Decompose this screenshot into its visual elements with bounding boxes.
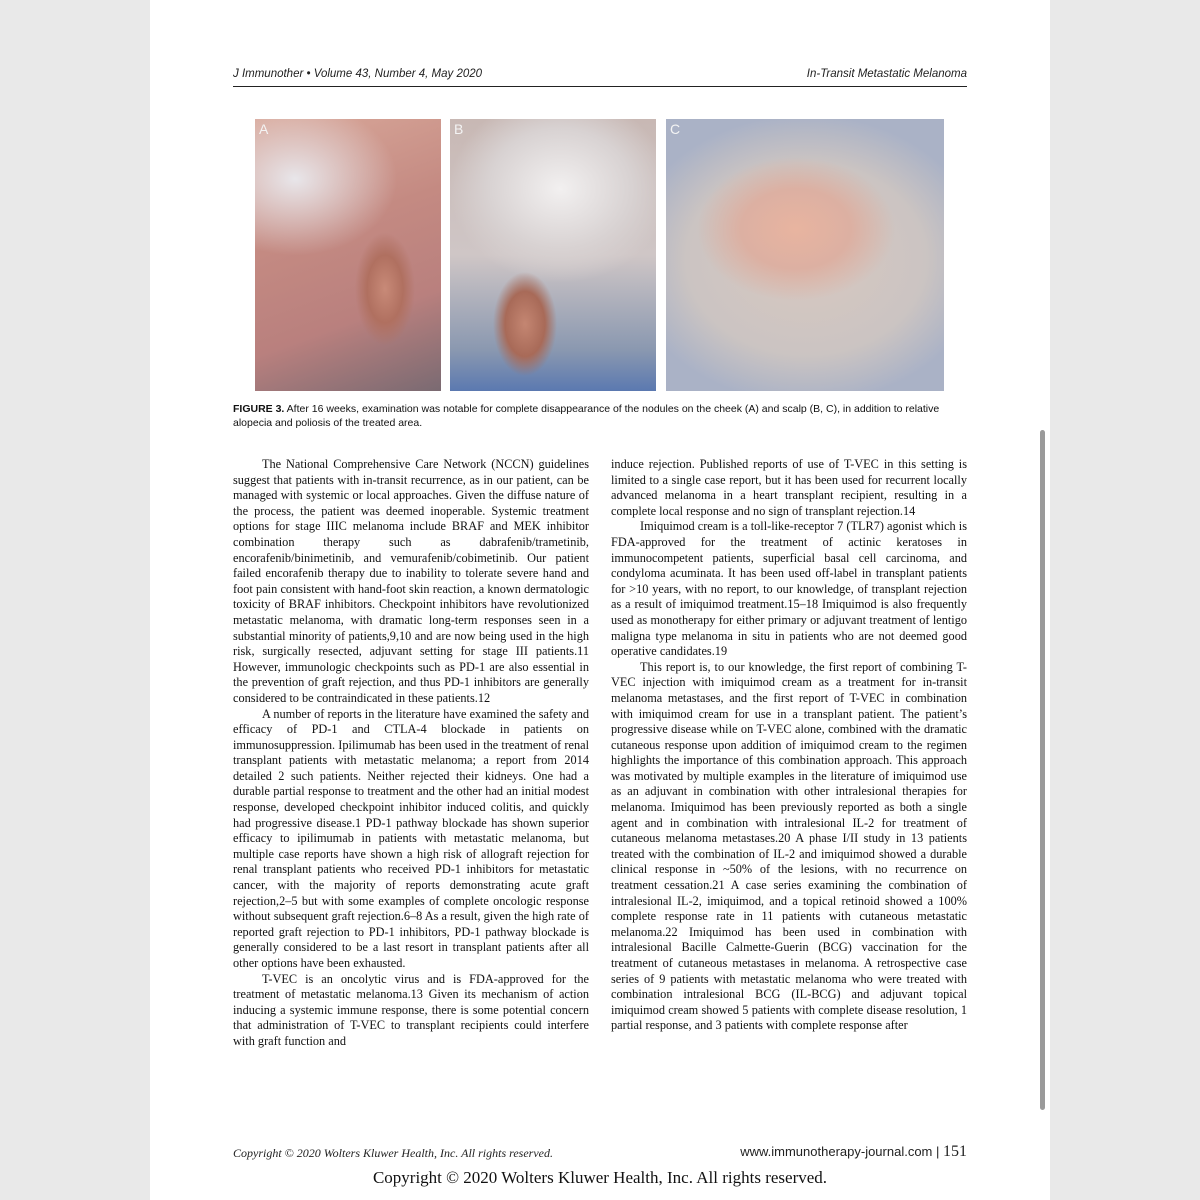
paragraph: induce rejection. Published reports of use of T-VEC in this setting is limited to a single case report, but it has been used for recurrent locally advanced melanoma in a heart transplant recipient, resulting in a complete local response and no sign of transplant rejection.14 [611,457,967,518]
panel-label-c: C [670,121,681,137]
body-column-left [233,457,589,1050]
panel-label-a: A [259,121,269,137]
page-footer [233,1143,967,1163]
figure-panel-b-photo [450,119,656,391]
journal-citation: J Immunother • Volume 43, Number 4, May 2020 [233,68,483,80]
vertical-scrollbar[interactable] [1036,0,1050,1200]
footer-separator: | [932,1144,943,1159]
article-short-title: In-Transit Metastatic Melanoma [806,68,967,80]
figure-panel-a-photo [255,119,441,391]
copyright-notice: Copyright © 2020 Wolters Kluwer Health, Inc. All rights reserved. [372,1168,828,1187]
page-number: 151 [943,1143,967,1160]
paragraph: T-VEC is an oncolytic virus and is FDA-approved for the treatment of metastatic melanoma.13 Given its mechanism of action inducing a systemic immune response, there is some potential concern that administration of T-VEC to transplant recipients could interfere with graft function and [233,971,589,1048]
running-head [233,66,967,87]
figure-caption-text: After 16 weeks, examination was notable for complete disappearance of the nodules on the cheek (A) and scalp (B, C), in addition to relative alopecia and poliosis of the treated area. [233,403,940,429]
paragraph: A number of reports in the literature have examined the safety and efficacy of PD-1 and CTLA-4 blockade in patients on immunosuppression. Ipilimumab has been used in the treatment of renal transplant patients with metastatic melanoma; a report from 2014 detailed 2 such patients. Neither rejected their kidneys. One had a durable partial response to treatment and the other had an initial modest response, developed checkpoint inhibitor induced colitis, and quickly had progressive disease.1 PD-1 pathway blockade has shown superior efficacy to ipilimumab in patients with metastatic melanoma, but multiple case reports have shown a high risk of allograft rejection for renal transplant patients who received PD-1 inhibitors for metastatic cancer, with the majority of reports demonstrating acute graft rejection,2–5 but with some examples of complete oncologic response without subsequent graft rejection.6–8 As a result, given the high rate of reported graft rejection to PD-1 inhibitors, PD-1 pathway blockade is generally considered to be a last resort in transplant patients after all other options have been exhausted. [233,706,589,970]
body-column-right [611,457,967,1034]
panel-label-b: B [454,121,464,137]
figure-caption [233,402,967,430]
paragraph: Imiquimod cream is a toll-like-receptor 7 (TLR7) agonist which is FDA-approved for the treatment of actinic keratoses in immunocompetent patients, superficial basal cell carcinoma, and condyloma acuminata. It has been used off-label in transplant patients for >10 years, with no report, to our knowledge, of transplant rejection as a result of imiquimod treatment.15–18 Imiquimod is also frequently used as monotherapy for either primary or adjuvant treatment of lentigo maligna type melanoma in situ in patients who are not deemed good operative candidates.19 [611,519,967,659]
figure-panel-c-photo [666,119,944,391]
journal-page [150,0,1050,1200]
paragraph: The National Comprehensive Care Network (NCCN) guidelines suggest that patients with in-transit recurrence, as in our patient, can be managed with systemic or local approaches. Given the diffuse nature of the process, the patient was deemed inoperable. Systemic treatment options for stage IIIC melanoma include BRAF and MEK inhibitor combination therapy such as dabrafenib/trametinib, encorafenib/binimetinib, and vemurafenib/cobimetinib. Our patient failed encorafenib therapy due to inability to tolerate severe hand and foot pain consistent with hand-foot skin reaction, a known dermatologic toxicity of BRAF inhibitors. Checkpoint inhibitors have revolutionized metastatic melanoma, with dramatic long-term responses seen in a substantial minority of patients,9,10 and are now being used in the high risk, surgically resected, adjuvant setting for stage III patients.11 However, immunologic checkpoints such as PD-1 are also essential in the prevention of graft rejection, and thus PD-1 inhibitors are generally considered to be contraindicated in these patients.12 [233,457,589,705]
footer-copyright: Copyright © 2020 Wolters Kluwer Health, Inc. All rights reserved. [233,1146,553,1160]
footer-right [740,1143,967,1161]
paragraph: This report is, to our knowledge, the first report of combining T-VEC injection with imiquimod cream as a treatment for in-transit melanoma metastases, and the first report of T-VEC in combination with imiquimod cream for use in a transplant patient. The patient’s progressive disease while on T-VEC alone, combined with the dramatic cutaneous response upon addition of imiquimod cream to the regimen highlights the importance of this combination approach. This approach was motivated by multiple examples in the literature of imiquimod use as an adjuvant in combination with other intralesional therapies for melanoma. Imiquimod has been previously reported as both a single agent and in combination with intralesional IL-2 for treatment of cutaneous melanoma metastases.20 A phase I/II study in 13 patients treated with the combination of IL-2 and imiquimod showed a durable clinical response in ~50% of the lesions, with no recurrence on treatment cessation.21 A case series examining the combination of intralesional IL-2, imiquimod, and a topical retinoid showed a 100% complete response rate in 11 patients with cutaneous metastatic melanoma.22 Imiquimod has been used in combination with intralesional Bacille Calmette-Guerin (BCG) vaccination for the treatment of cutaneous metastases in melanoma. A retrospective case series of 9 patients with metastatic melanoma who were treated with combination intralesional BCG (IL-BCG) and adjuvant topical imiquimod cream showed 5 patients with complete disease resolution, 1 partial response, and 3 patients with complete response after [611,659,967,1033]
scrollbar-thumb[interactable] [1040,430,1045,1110]
journal-url[interactable]: www.immunotherapy-journal.com [740,1144,933,1159]
figure-caption-label: FIGURE 3. [233,403,285,415]
